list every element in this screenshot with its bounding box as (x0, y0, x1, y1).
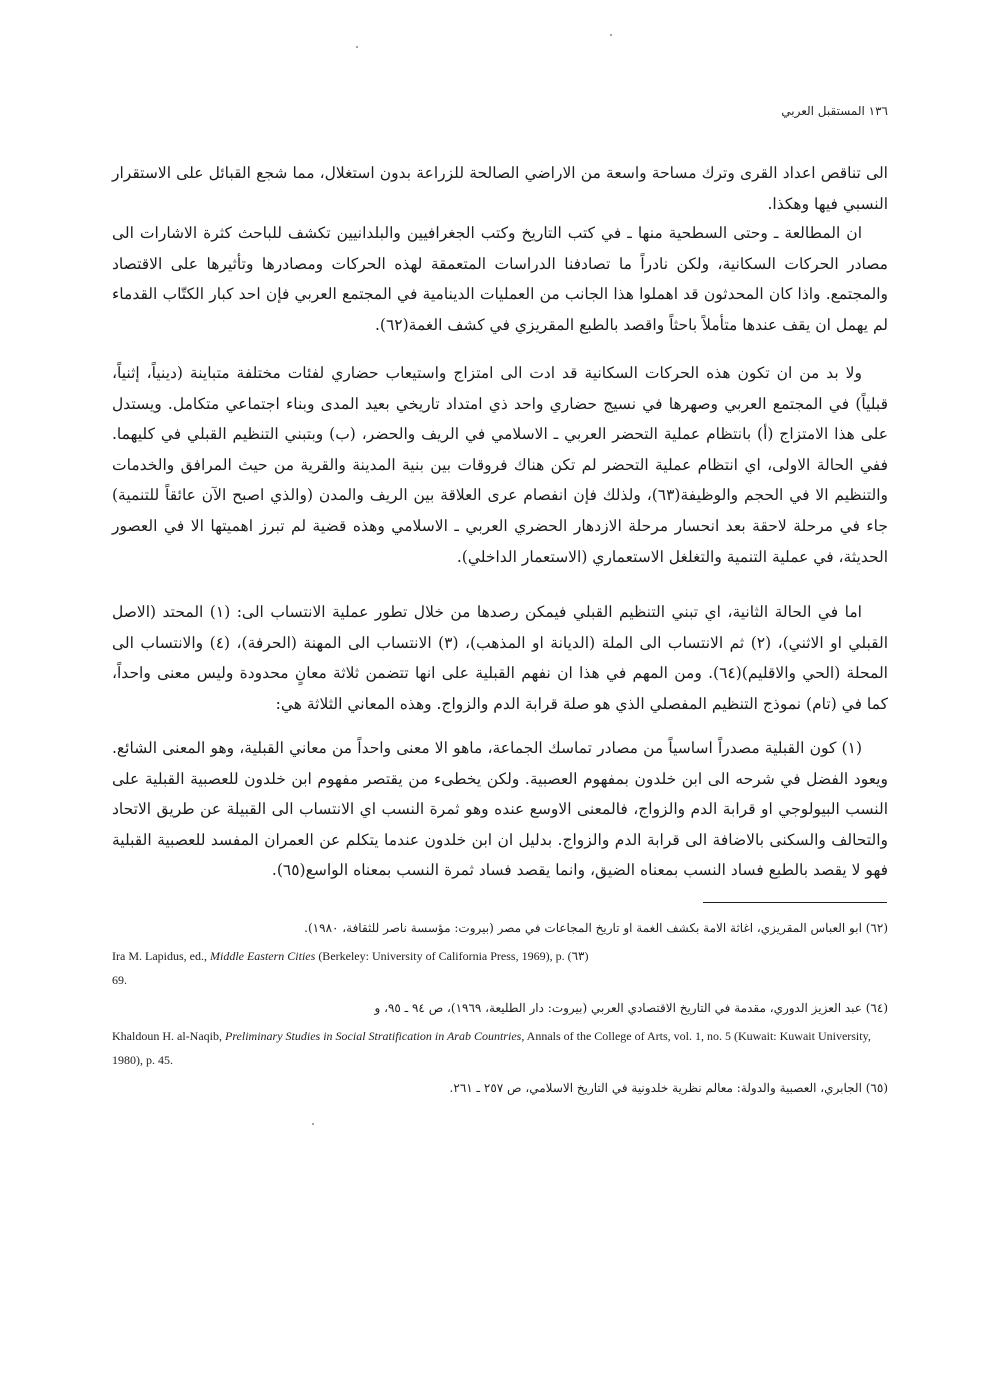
paragraph (112, 597, 888, 719)
footnote-64-arabic: (٦٤) عبد العزيز الدوري، مقدمة في التاريخ الاقتصادي العربي (بيروت: دار الطليعة، ١٩٦٩)، ص ٩٤ ـ ٩٥، و (374, 1001, 888, 1015)
footnote-64-english (112, 1024, 888, 1072)
footnote-63 (112, 944, 888, 992)
paragraph-text: الى تناقص اعداد القرى وترك مساحة واسعة من الاراضي الصالحة للزراعة بدون استغلال، مما شجع القبائل على الاستقرار النسبي فيها وهكذا. (112, 164, 888, 213)
footnote-65: (٦٥) الجابري، العصبية والدولة: معالم نظرية خلدونية في التاريخ الاسلامي، ص ٢٥٧ ـ ٢٦١. (449, 1081, 888, 1095)
footnote-62: (٦٢) ابو العباس المقريزي، اغاثة الامة بكشف الغمة او تاريخ المجاعات في مصر (بيروت: مؤسسة ناصر للثقافة، ١٩٨٠). (304, 921, 888, 935)
paragraph-text: اما في الحالة الثانية، اي تبني التنظيم القبلي فيمكن رصدها من خلال تطور عملية الانتساب الى: (١) المحتد (الاصل القبلي او الاثني)، (٢) ثم الانتساب الى الملة (الديانة او المذهب)، (٣) الانتساب الى المهنة (الحرفة)، (٤) والانتساب الى المحلة (الحي والاقليم)(٦٤). ومن المهم في هذا ان نفهم القبلية على انها تتضمن ثلاثة معانٍ محدودة وليس معنى واحداً، كما في (تام) نموذج التنظيم المفصلي الذي هو صلة قرابة الدم والزواج. وهذه المعاني الثلاثة هي: (112, 603, 889, 713)
footnote-63-title: Middle Eastern Cities (209, 949, 316, 963)
running-head: ١٣٦ المستقبل العربي (781, 104, 888, 118)
paragraph (112, 733, 888, 886)
footnote-63-publisher: (Berkeley: University of California Press, 1969), p. (٦٣) (315, 949, 589, 963)
footnote-64-author: Khaldoun H. al-Naqib, (112, 1029, 225, 1043)
footnote-63-editor: Ira M. Lapidus, ed., (112, 949, 210, 963)
paragraph-text: ان المطالعة ـ وحتى السطحية منها ـ في كتب التاريخ وكتب الجغرافيين والبلدانيين تكشف للباحث كثرة الاشارات الى مصادر الحركات السكانية، ولكن نادراً ما تصادفنا الدراسات المتعمقة لهذه الحركات ومصادرها وتأثيرها على الاقتصاد والمجتمع. واذا كان المحدثون قد اهملوا هذا الجانب من العمليات الدينامية في المجتمع العربي فإن احد كبار الكتّاب القدماء لم يهمل ان يقف عندها متأملاً باحثاً واقصد بالطبع المقريزي في كشف الغمة(٦٢). (112, 224, 888, 334)
paragraph-text: (١) كون القبلية مصدراً اساسياً من مصادر تماسك الجماعة، ماهو الا معنى واحداً من معاني القبلية، وهو المعنى الشائع. ويعود الفضل في شرحه الى ابن خلدون بمفهوم العصبية. ولكن يخطىء من يقتصر مفهوم ابن خلدون للعصبية القبلية على النسب البيولوجي او قرابة الدم والزواج، فالمعنى الاوسع عنده وهو ثمرة النسب اي الانتساب الى القبيلة عن طريق الاتحاد والتحالف والسكنى بالاضافة الى قرابة الدم والزواج. بدليل ان ابن خلدون عندما يتكلم عن العمران المفسد للعصبية القبلية فهو لا يقصد بالطبع فساد النسب بمعناه الضيق، وانما يقصد فساد ثمرة النسب بمعناه الواسع(٦٥). (112, 739, 888, 880)
footnote-63-page: 69. (112, 973, 127, 987)
paragraph (112, 358, 888, 572)
footnote-64-details: , Annals of the College of Arts, vol. 1, no. 5 (Kuwait: Kuwait University, 1980), p. 45. (112, 1029, 871, 1067)
footnote-64-title: Preliminary Studies in Social Stratification in Arab Countries (224, 1029, 522, 1043)
paragraph (112, 158, 888, 219)
footnote-divider (703, 902, 887, 903)
scan-speck (610, 34, 612, 36)
footnotes (112, 916, 888, 1104)
scan-speck (356, 46, 358, 48)
paragraph (112, 218, 888, 340)
scan-speck (312, 1123, 314, 1125)
paragraph-text: ولا بد من ان تكون هذه الحركات السكانية قد ادت الى امتزاج واستيعاب حضاري لفئات مختلفة متباينة (دينياً، إثنياً، قبلياً) في المجتمع العربي وصهرها في نسيج حضاري واحد ذي امتداد تاريخي بعيد المدى وبناء اجتماعي متكامل. ويستدل على هذا الامتزاج (أ) بانتظام عملية التحضر العربي ـ الاسلامي في الريف والحضر، (ب) وبتبني التنظيم القبلي في كليهما. ففي الحالة الاولى، اي انتظام عملية التحضر لم تكن هناك فروقات بين بنية المدينة والقرية من حيث المرافق والخدمات والتنظيم الا في الحجم والوظيفة(٦٣)، ولذلك فإن انفصام عرى العلاقة بين الريف والمدن (والذي اصبح الآن عائقاً للتنمية) جاء في مرحلة لاحقة بعد انحسار مرحلة الازدهار الحضري العربي ـ الاسلامي وهذه قضية لم تبرز اهميتها الا في العصور الحديثة، في عملية التنمية والتغلغل الاستعماري (الاستعمار الداخلي). (112, 364, 888, 566)
